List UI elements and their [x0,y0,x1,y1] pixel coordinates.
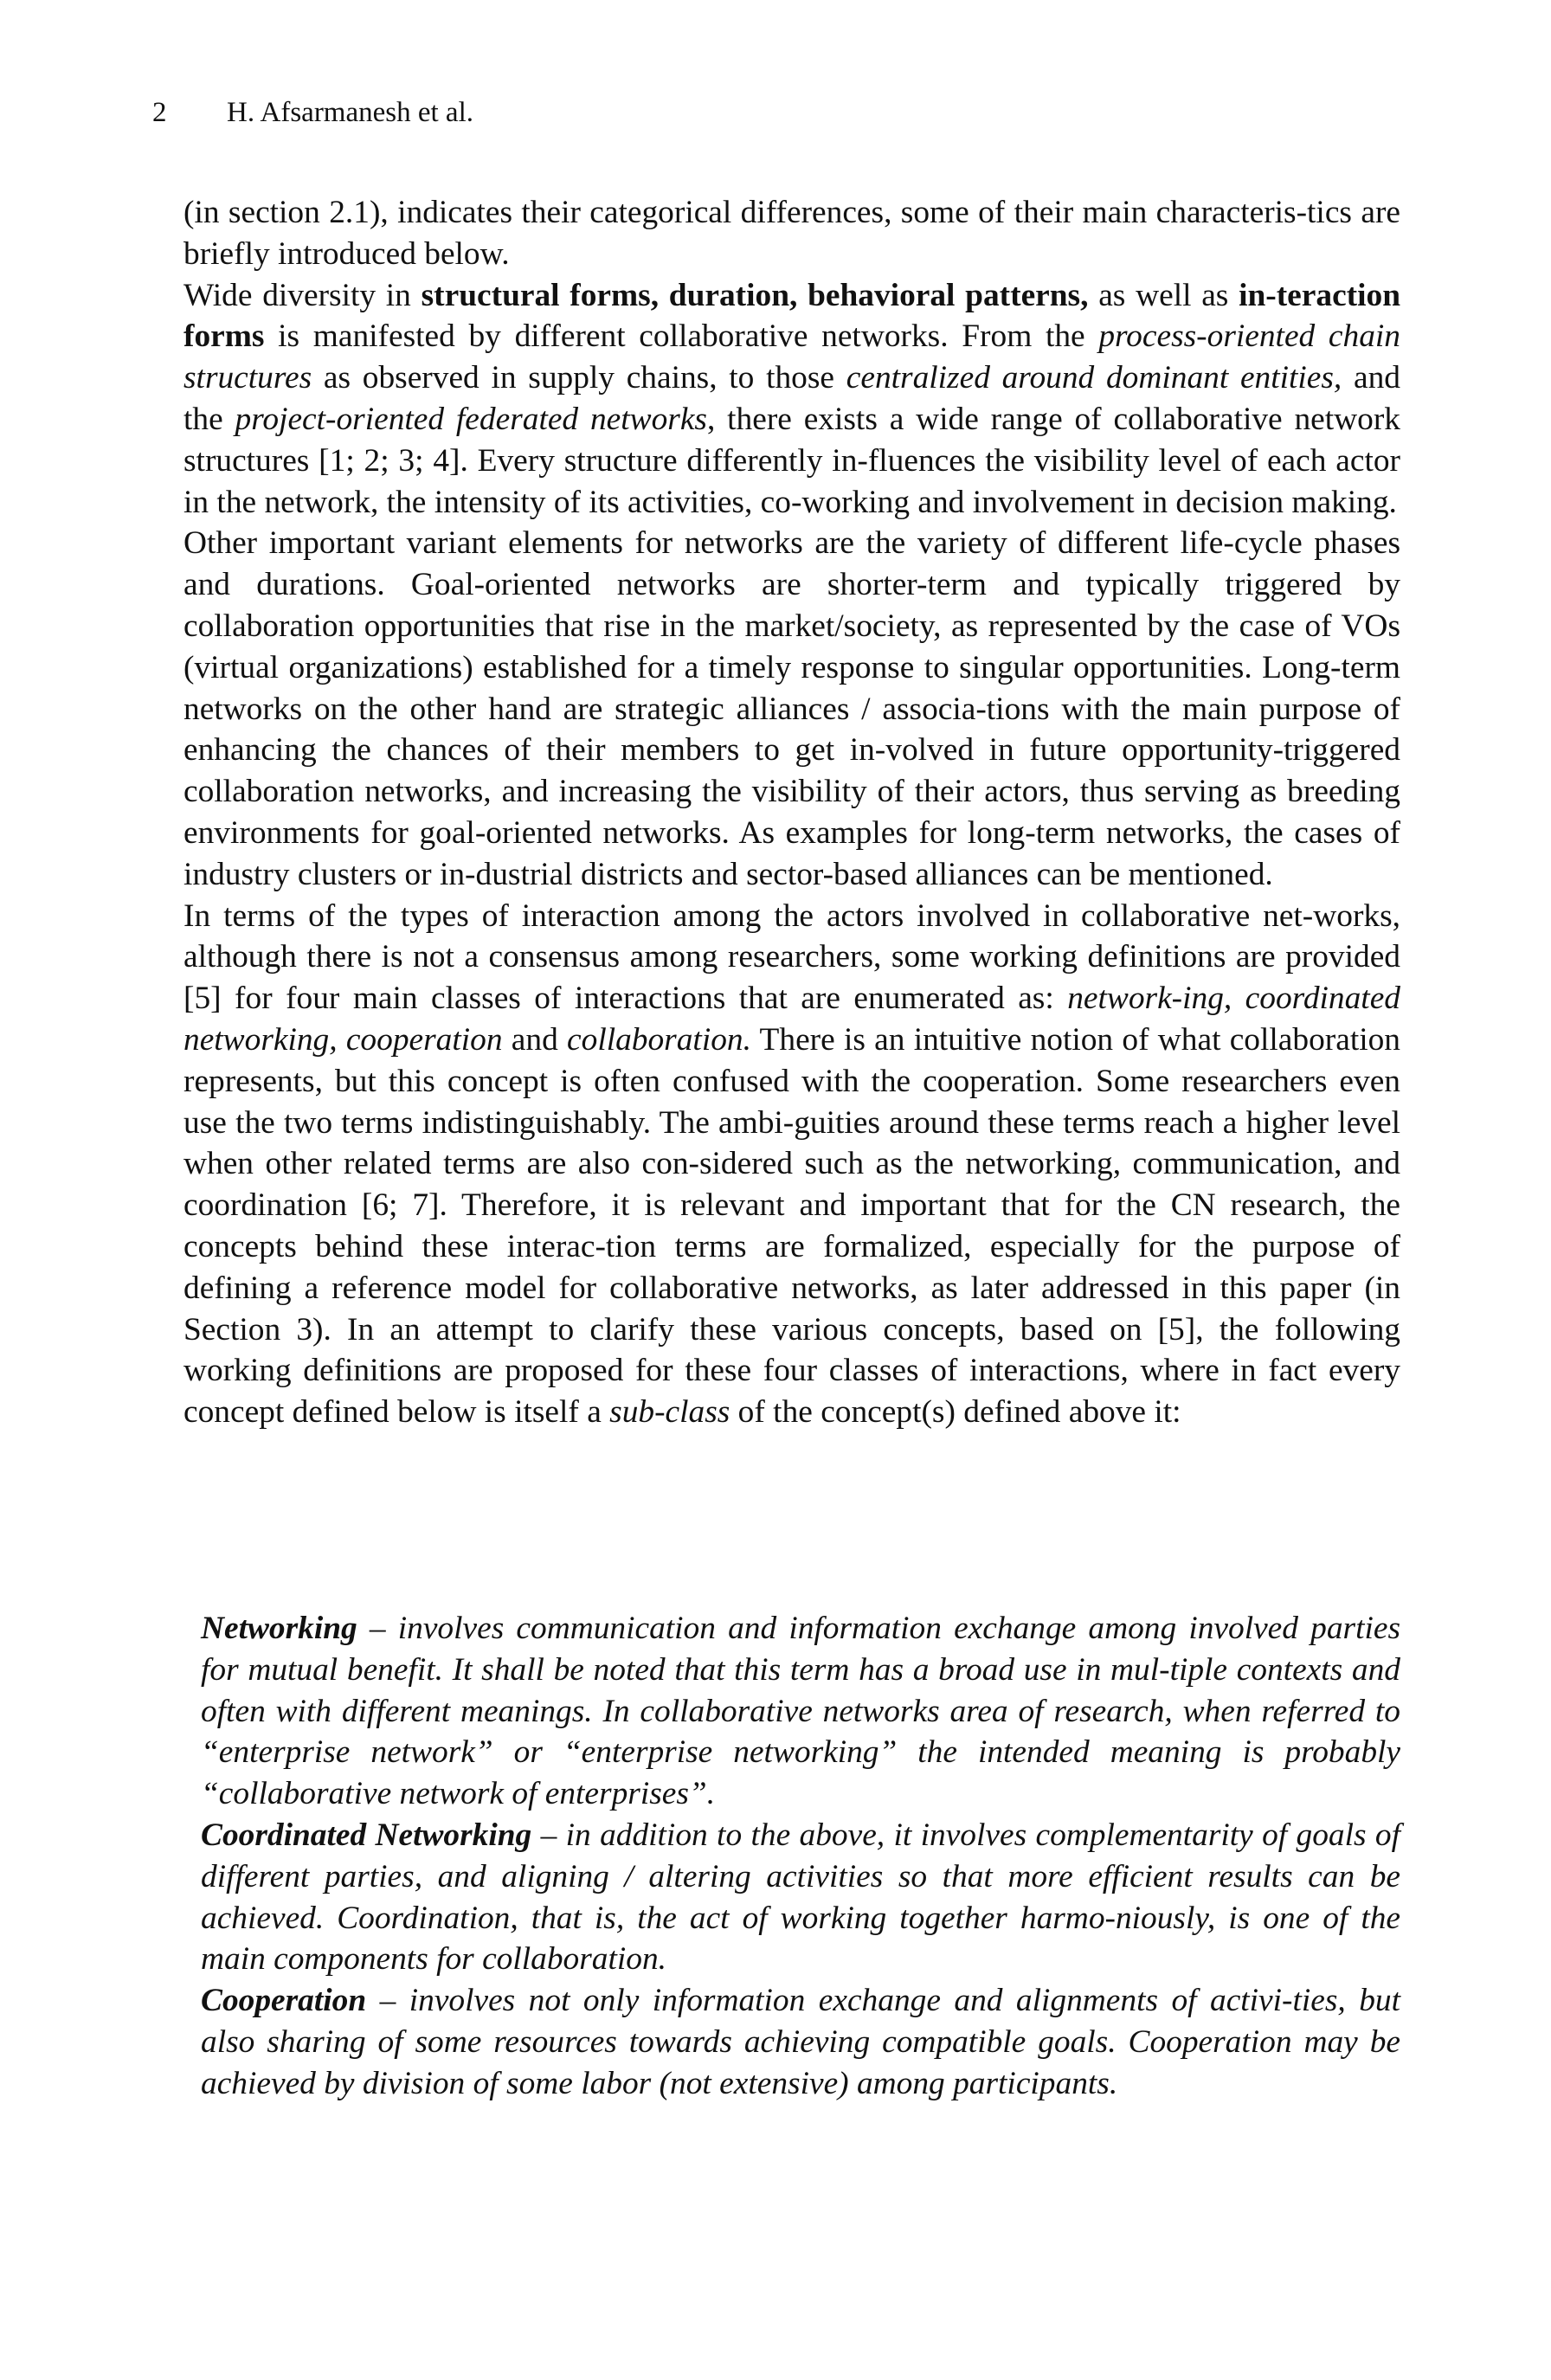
definition-networking [201,1608,1400,1815]
emphasis-italic: centralized around dominant entities, [846,360,1342,396]
paragraph-interaction-types [183,896,1400,1433]
definition-term: Cooperation [201,1983,367,2019]
definition-text: – involves communication and information exchange among involved parties for mutual benefit. It shall be noted that this term has a broad use in mul-tiple contexts and often with different meanings. In collaborative networks area of research, when referred to “enterprise network” or “enterprise networking” the intended meaning is probably “collaborative network of enterprises”. [201,1611,1400,1812]
definition-term: Networking [201,1611,357,1646]
paragraph-intro [183,192,1400,275]
paragraph-segment: as observed in supply chains, to those [312,360,846,396]
paragraph-segment: Wide diversity in [183,277,422,313]
emphasis-italic: sub-class [609,1394,730,1431]
paragraph-life-cycle [183,523,1400,895]
paragraph-segment: , there exists a wide range of collaborative network structures [1; 2; 3; 4]. Every structure differently in-fluences the visibility level of each actor in the network, the intensity of its activities, co-working and involvement in decision making. [183,401,1400,520]
emphasis-bold: in-teraction forms [183,277,1400,355]
paragraph-segment: and [502,1021,568,1058]
emphasis-italic: process-oriented chain structures [183,318,1400,396]
emphasis-bold: structural forms, duration, behavioral patterns, [421,277,1089,313]
paragraph-segment: There is an intuitive notion of what collaboration represents, but this concept is often confused with the cooperation. Some researchers even use the two terms indistinguishably. The ambi-guities around these terms reach a higher level when other related terms are also con-sidered such as the networking, communication, and coordination [6; 7]. Therefore, it is relevant and important that for the CN research, the concepts behind these interac-tion terms are formalized, especially for the purpose of defining a reference model for collaborative networks, as later addressed in this paper (in Section 3). In an attempt to clarify these various concepts, based on [5], the following working definitions are proposed for these four classes of interactions, where in fact every concept defined below is itself a [183,1021,1400,1431]
definitions-list [201,1608,1400,2105]
definition-term: Coordinated Networking [201,1817,532,1853]
paragraph-segment: (in section 2.1), indicates their categorical differences, some of their main characteris-tics are briefly introduced below. [183,195,1400,272]
definition-cooperation [201,1980,1400,2104]
paragraph-segment: Other important variant elements for networks are the variety of different life-cycle phases and durations. Goal-oriented networks are shorter-term and typically triggered by collaboration opportunities that rise in the market/society, as represented by the case of VOs (virtual organizations) established for a timely response to singular opportunities. Long-term networks on the other hand are strategic alliances / associa-tions with the main purpose of enhancing the chances of their members to get in-volved in future opportunity-triggered collaboration networks, and increasing the visibility of their actors, thus serving as breeding environments for goal-oriented networks. As examples for long-term networks, the cases of industry clusters or in-dustrial districts and sector-based alliances can be mentioned. [183,525,1400,892]
emphasis-italic: network-ing, coordinated networking, cooperation [183,981,1400,1058]
paragraph-segment: as well as [1088,277,1239,313]
definition-coordinated-networking [201,1815,1400,1980]
definition-text: – involves not only information exchange and alignments of activi-ties, but also sharing of some resources towards achieving compatible goals. Cooperation may be achieved by division of some labor (not extensive) among participants. [201,1983,1400,2101]
page-number: 2 [152,97,167,128]
emphasis-italic: collaboration. [567,1021,751,1058]
emphasis-italic: project-oriented federated networks [235,401,707,437]
paragraph-structural-diversity [183,275,1400,524]
paragraph-segment: and the [183,360,1400,437]
body-text [183,192,1400,1433]
running-head [152,93,1407,132]
paragraph-segment: is manifested by different collaborative networks. From the [264,318,1099,355]
paragraph-segment: In terms of the types of interaction among the actors involved in collaborative net-works, although there is not a consensus among researchers, some working definitions are provided [5] for four main classes of interactions that are enumerated as: [183,897,1400,1017]
running-head-authors: H. Afsarmanesh et al. [227,97,473,128]
paragraph-segment: of the concept(s) defined above it: [730,1394,1181,1431]
definition-text: – in addition to the above, it involves complementarity of goals of different parties, and aligning / altering activities so that more efficient results can be achieved. Coordination, that is, the act of working together harmo-niously, is one of the main components for collaboration. [201,1817,1400,1978]
